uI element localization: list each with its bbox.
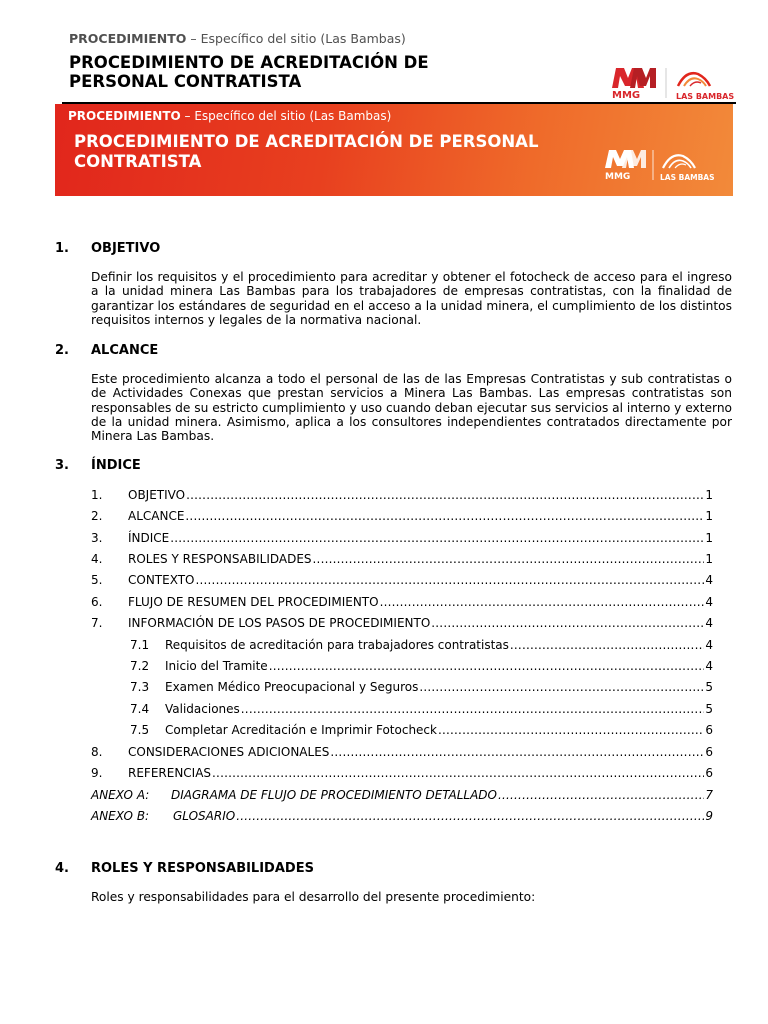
toc-page: 9 [705,809,713,823]
toc-leader [330,745,704,759]
section-4-number: 4. [55,861,69,876]
toc-leader [498,788,704,802]
toc-leader [241,702,705,716]
toc-number: 4. [91,552,103,566]
header-subtitle-rest: – Específico del sitio (Las Bambas) [186,31,406,46]
header-subtitle-bold: PROCEDIMIENTO [69,31,187,46]
section-1-number: 1. [55,241,69,256]
toc-entry-anexo-b[interactable] [91,809,713,824]
toc-entry-7-5[interactable] [130,723,713,738]
toc-title: FLUJO DE RESUMEN DEL PROCEDIMIENTO [128,595,379,609]
company-logo-top [610,64,738,102]
toc-entry-objetivo[interactable] [91,488,713,503]
section-2-body: Este procedimiento alcanza a todo el personal de las de las Empresas Contratistas y sub contratistas o de Actividades Conexas que prestan servicios a Minera Las Bambas. Las empresas contratistas son responsables de su estricto cumplimiento y uso cuando deban ejecutar sus servicios al interno y externo de la unidad minera. Asimismo, aplica a los consultores independientes contratados directamente por Minera Las Bambas. [91,372,732,444]
svg-text:LAS BAMBAS: LAS BAMBAS [660,173,715,182]
toc-entry-flujo[interactable] [91,595,713,610]
toc-title: ROLES Y RESPONSABILIDADES [128,552,312,566]
toc-entry-referencias[interactable] [91,766,713,781]
toc-page: 6 [705,723,713,737]
toc-title: Requisitos de acreditación para trabajadores contratistas [165,638,509,652]
toc-title: Validaciones [165,702,240,716]
header-title [69,53,429,91]
toc-title: OBJETIVO [128,488,186,502]
svg-text:MMG: MMG [605,172,631,182]
section-4-title: ROLES Y RESPONSABILIDADES [91,861,314,876]
toc-number: 7.2 [130,659,150,673]
toc-leader [510,638,704,652]
toc-title: ALCANCE [128,509,185,523]
banner-subtitle [68,109,391,123]
section-1-title: OBJETIVO [91,241,161,256]
toc-number: 5. [91,573,103,587]
toc-page: 4 [705,659,713,673]
toc-page: 1 [705,509,713,523]
toc-page: 7 [705,788,713,802]
toc-page: 5 [705,702,713,716]
toc-leader [438,723,704,737]
svg-text:LAS BAMBAS: LAS BAMBAS [676,92,735,101]
toc-number: 8. [91,745,103,759]
section-4-body: Roles y responsabilidades para el desarrollo del presente procedimiento: [91,890,536,904]
mmg-logo-white-icon [605,150,646,182]
toc-number: 9. [91,766,103,780]
toc-leader [431,616,704,630]
toc-entry-alcance[interactable] [91,509,713,524]
banner-subtitle-rest: – Específico del sitio (Las Bambas) [180,109,392,123]
section-3-number: 3. [55,458,69,473]
toc-entry-7-1[interactable] [130,638,713,653]
toc-leader [196,573,705,587]
mmg-logo-icon [612,68,656,101]
toc-page: 6 [705,745,713,759]
toc-number: 1. [91,488,103,502]
toc-title: Completar Acreditación e Imprimir Fotocheck [165,723,437,737]
toc-leader [170,531,704,545]
toc-leader [313,552,705,566]
toc-entry-informacion[interactable] [91,616,713,631]
toc-entry-7-3[interactable] [130,680,713,695]
toc-page: 6 [705,766,713,780]
section-1-body: Definir los requisitos y el procedimiento para acreditar y obtener el fotocheck de acceso para el ingreso a la unidad minera Las Bambas para los trabajadores de empresas contratistas, con la finalidad de garantizar los estándares de seguridad en el acceso a la unidad minera, el cumplimiento de los distintos requisitos internos y legales de la normativa nacional. [91,270,732,327]
toc-title: GLOSARIO [173,809,236,823]
banner-subtitle-bold: PROCEDIMIENTO [68,109,181,123]
section-2-number: 2. [55,343,69,358]
toc-title: Inicio del Tramite [165,659,268,673]
toc-page: 1 [705,552,713,566]
toc-leader [185,509,704,523]
section-2-title: ALCANCE [91,343,159,358]
las-bambas-logo-white-icon [660,155,715,182]
header-title-line2: PERSONAL CONTRATISTA [69,72,302,91]
toc-page: 4 [705,638,713,652]
toc-leader [419,680,704,694]
toc-title: INFORMACIÓN DE LOS PASOS DE PROCEDIMIENTO [128,616,431,630]
banner-title [74,132,538,172]
toc-entry-indice[interactable] [91,531,713,546]
header-subtitle [69,31,406,46]
toc-entry-consideraciones[interactable] [91,745,713,760]
banner-title-line1: PROCEDIMIENTO DE ACREDITACIÓN DE PERSONAL [74,132,539,151]
toc-leader [186,488,704,502]
toc-number: ANEXO B: [91,809,150,823]
toc-number: 7.1 [130,638,150,652]
banner-title-line2: CONTRATISTA [74,152,202,171]
toc-leader [269,659,705,673]
toc-title: Examen Médico Preocupacional y Seguros [165,680,419,694]
toc-number: 7.4 [130,702,150,716]
toc-title: CONTEXTO [128,573,195,587]
toc-entry-roles[interactable] [91,552,713,567]
toc-leader [236,809,704,823]
toc-number: 2. [91,509,103,523]
toc-number: 7.5 [130,723,150,737]
toc-title: ÍNDICE [128,531,170,545]
section-3-title: ÍNDICE [91,458,141,473]
svg-text:MMG: MMG [612,90,641,101]
toc-page: 4 [705,573,713,587]
toc-entry-7-2[interactable] [130,659,713,674]
company-logo-banner [603,146,733,184]
toc-entry-anexo-a[interactable] [91,788,713,803]
las-bambas-logo-icon [676,73,734,101]
toc-number: 6. [91,595,103,609]
toc-number: 3. [91,531,103,545]
toc-page: 5 [705,680,713,694]
toc-leader [212,766,704,780]
header-title-line1: PROCEDIMIENTO DE ACREDITACIÓN DE [69,53,429,72]
toc-leader [380,595,705,609]
toc-title: CONSIDERACIONES ADICIONALES [128,745,330,759]
toc-title: DIAGRAMA DE FLUJO DE PROCEDIMIENTO DETALLADO [171,788,497,802]
toc-title: REFERENCIAS [128,766,212,780]
toc-entry-7-4[interactable] [130,702,713,717]
toc-number: 7.3 [130,680,150,694]
toc-number: ANEXO A: [91,788,150,802]
toc-page: 4 [705,595,713,609]
toc-page: 1 [705,531,713,545]
toc-number: 7. [91,616,103,630]
toc-page: 4 [705,616,713,630]
toc-page: 1 [705,488,713,502]
toc-entry-contexto[interactable] [91,573,713,588]
